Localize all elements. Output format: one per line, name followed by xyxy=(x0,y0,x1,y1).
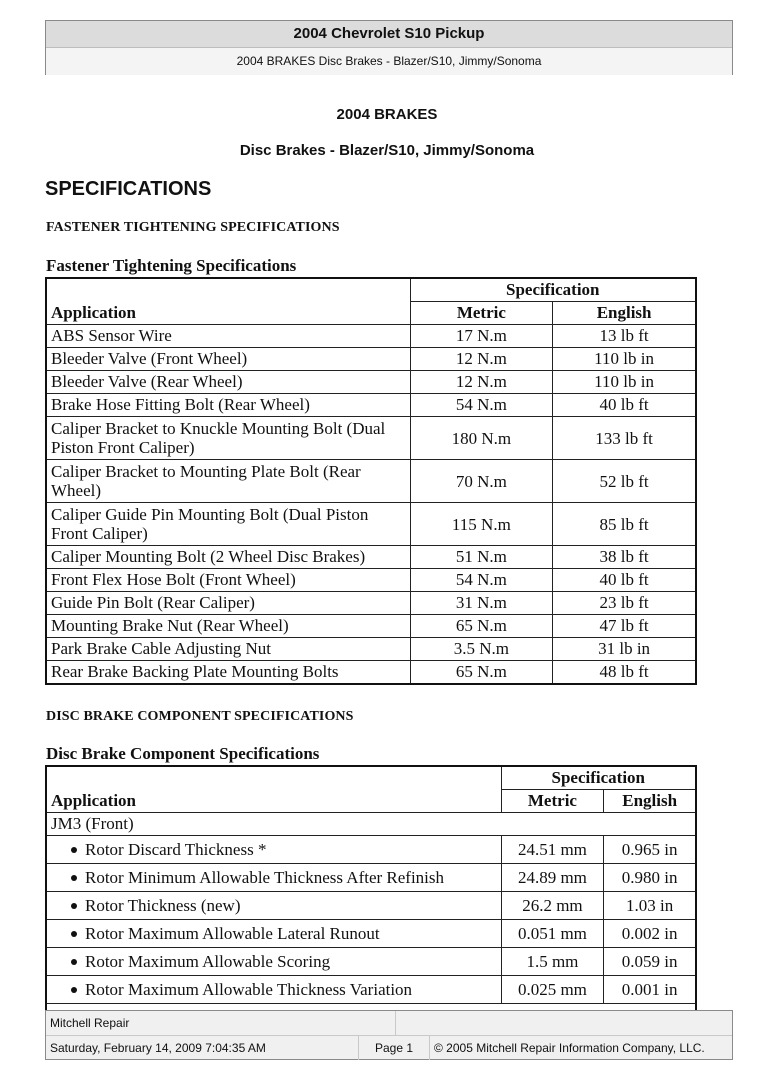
cell-application xyxy=(46,892,501,920)
application-text: Rotor Maximum Allowable Scoring xyxy=(85,951,331,971)
application-text: Rotor Minimum Allowable Thickness After Refinish xyxy=(85,867,445,887)
cell-application: Mounting Brake Nut (Rear Wheel) xyxy=(46,615,410,638)
cell-application xyxy=(46,864,501,892)
header-metric: Metric xyxy=(410,302,553,325)
cell-metric: 12 N.m xyxy=(410,348,553,371)
cell-application: Bleeder Valve (Rear Wheel) xyxy=(46,371,410,394)
table-row xyxy=(46,661,696,685)
document-subtitle: 2004 BRAKES Disc Brakes - Blazer/S10, Jimmy/Sonoma xyxy=(46,48,732,75)
header-application: Application xyxy=(46,278,410,325)
cell-application xyxy=(46,920,501,948)
table-row xyxy=(46,394,696,417)
footer-copyright: © 2005 Mitchell Repair Information Company, LLC. xyxy=(434,1041,705,1055)
cell-application: Brake Hose Fitting Bolt (Rear Wheel) xyxy=(46,394,410,417)
cell-metric: 24.89 mm xyxy=(501,864,604,892)
cell-metric: 54 N.m xyxy=(410,569,553,592)
document-header xyxy=(45,20,733,75)
cell-english: 85 lb ft xyxy=(553,503,696,546)
cell-english: 38 lb ft xyxy=(553,546,696,569)
cell-english: 133 lb ft xyxy=(553,417,696,460)
cell-metric: 65 N.m xyxy=(410,615,553,638)
cell-application xyxy=(46,836,501,864)
bullet-icon xyxy=(71,903,77,909)
cell-english: 0.059 in xyxy=(604,948,696,976)
cell-english: 40 lb ft xyxy=(553,569,696,592)
header-application: Application xyxy=(46,766,501,813)
table-group-row xyxy=(46,813,696,836)
cell-metric: 54 N.m xyxy=(410,394,553,417)
table-row xyxy=(46,325,696,348)
cell-english: 110 lb in xyxy=(553,348,696,371)
cell-english: 0.980 in xyxy=(604,864,696,892)
page-heading: 2004 BRAKES xyxy=(336,106,438,123)
cell-application: ABS Sensor Wire xyxy=(46,325,410,348)
table-row xyxy=(46,371,696,394)
cell-application xyxy=(46,976,501,1004)
table-row xyxy=(46,503,696,546)
bullet-icon xyxy=(71,847,77,853)
bullet-icon xyxy=(71,987,77,993)
footer-publisher: Mitchell Repair xyxy=(46,1011,396,1035)
table-row xyxy=(46,864,696,892)
vehicle-title: 2004 Chevrolet S10 Pickup xyxy=(46,21,732,48)
header-specification: Specification xyxy=(501,766,696,790)
cell-metric: 180 N.m xyxy=(410,417,553,460)
cell-metric: 70 N.m xyxy=(410,460,553,503)
cell-application: Caliper Mounting Bolt (2 Wheel Disc Brakes) xyxy=(46,546,410,569)
header-english: English xyxy=(604,790,696,813)
cell-application: Park Brake Cable Adjusting Nut xyxy=(46,638,410,661)
page-subheading: Disc Brakes - Blazer/S10, Jimmy/Sonoma xyxy=(239,142,535,159)
table-row xyxy=(46,976,696,1004)
cell-application xyxy=(46,948,501,976)
disc-section-label: DISC BRAKE COMPONENT SPECIFICATIONS xyxy=(46,709,354,724)
application-text: Rotor Maximum Allowable Lateral Runout xyxy=(85,923,380,943)
table-row xyxy=(46,892,696,920)
fastener-table-caption: Fastener Tightening Specifications xyxy=(46,256,297,275)
disc-table-caption: Disc Brake Component Specifications xyxy=(46,744,320,763)
cell-english: 23 lb ft xyxy=(553,592,696,615)
cell-metric: 115 N.m xyxy=(410,503,553,546)
cell-metric: 26.2 mm xyxy=(501,892,604,920)
footer-page-number: Page 1 xyxy=(359,1036,430,1060)
cell-metric: 17 N.m xyxy=(410,325,553,348)
cell-english: 0.001 in xyxy=(604,976,696,1004)
cell-metric: 51 N.m xyxy=(410,546,553,569)
cell-english: 48 lb ft xyxy=(553,661,696,685)
cell-application: Caliper Bracket to Knuckle Mounting Bolt (Dual Piston Front Caliper) xyxy=(46,417,410,460)
cell-english: 0.002 in xyxy=(604,920,696,948)
cell-metric: 24.51 mm xyxy=(501,836,604,864)
table-row xyxy=(46,460,696,503)
cell-metric: 3.5 N.m xyxy=(410,638,553,661)
cell-english: 47 lb ft xyxy=(553,615,696,638)
cell-english: 13 lb ft xyxy=(553,325,696,348)
table-row xyxy=(46,417,696,460)
cell-english: 52 lb ft xyxy=(553,460,696,503)
bullet-icon xyxy=(71,959,77,965)
header-metric: Metric xyxy=(501,790,604,813)
header-english: English xyxy=(553,302,696,325)
document-footer xyxy=(45,1010,733,1060)
table-header-row xyxy=(46,766,696,790)
fastener-section-label: FASTENER TIGHTENING SPECIFICATIONS xyxy=(46,220,340,235)
table-row xyxy=(46,948,696,976)
footer-datetime: Saturday, February 14, 2009 7:04:35 AM xyxy=(46,1036,359,1060)
table-row xyxy=(46,569,696,592)
cell-application: Rear Brake Backing Plate Mounting Bolts xyxy=(46,661,410,685)
bullet-icon xyxy=(71,931,77,937)
table-row xyxy=(46,920,696,948)
table-row xyxy=(46,615,696,638)
application-text: Rotor Thickness (new) xyxy=(85,895,241,915)
cell-application: Front Flex Hose Bolt (Front Wheel) xyxy=(46,569,410,592)
cell-metric: 31 N.m xyxy=(410,592,553,615)
cell-application: Caliper Bracket to Mounting Plate Bolt (Rear Wheel) xyxy=(46,460,410,503)
table-row xyxy=(46,546,696,569)
table-row xyxy=(46,592,696,615)
cell-english: 0.965 in xyxy=(604,836,696,864)
table-row xyxy=(46,836,696,864)
fastener-spec-table xyxy=(45,277,697,685)
application-text: Rotor Discard Thickness * xyxy=(85,839,267,859)
application-text: Rotor Maximum Allowable Thickness Variation xyxy=(85,979,413,999)
cell-english: 31 lb in xyxy=(553,638,696,661)
footer-blank xyxy=(396,1011,732,1035)
cell-application: Guide Pin Bolt (Rear Caliper) xyxy=(46,592,410,615)
table-header-row xyxy=(46,278,696,302)
cell-metric: 12 N.m xyxy=(410,371,553,394)
cell-metric: 0.051 mm xyxy=(501,920,604,948)
cell-metric: 0.025 mm xyxy=(501,976,604,1004)
bullet-icon xyxy=(71,875,77,881)
cell-application: Bleeder Valve (Front Wheel) xyxy=(46,348,410,371)
group-label: JM3 (Front) xyxy=(46,813,696,836)
table-row xyxy=(46,638,696,661)
header-specification: Specification xyxy=(410,278,696,302)
cell-application: Caliper Guide Pin Mounting Bolt (Dual Piston Front Caliper) xyxy=(46,503,410,546)
cell-metric: 1.5 mm xyxy=(501,948,604,976)
cell-english: 40 lb ft xyxy=(553,394,696,417)
table-row xyxy=(46,348,696,371)
cell-english: 110 lb in xyxy=(553,371,696,394)
cell-english: 1.03 in xyxy=(604,892,696,920)
section-title: SPECIFICATIONS xyxy=(45,178,212,200)
disc-spec-table xyxy=(45,765,697,1010)
cell-metric: 65 N.m xyxy=(410,661,553,685)
